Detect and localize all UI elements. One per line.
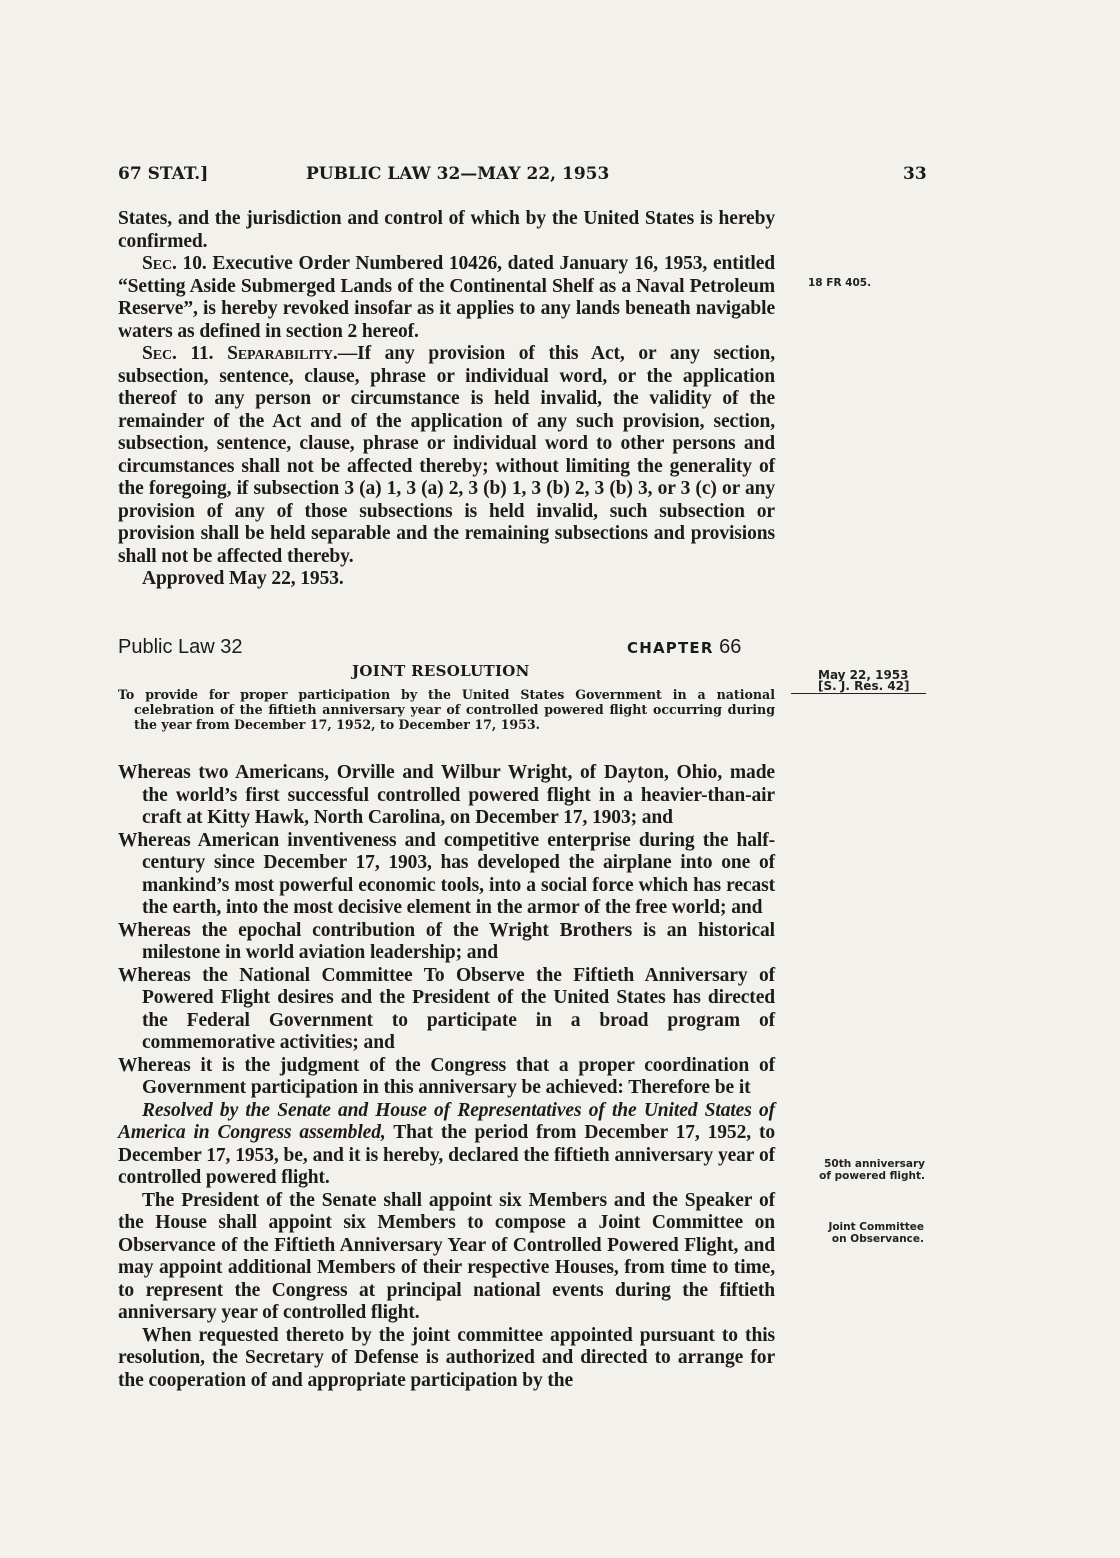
section-11-heading: Separability.: [227, 343, 338, 364]
margin-note-committee: [788, 1221, 924, 1245]
whereas-clause: Whereas the National Committee To Observe the Fiftieth Anniversary of Powered Flight desires and the President of the United States has directed the Federal Government to participate in a broad program of commemorative activities; and: [118, 964, 775, 1053]
joint-committee-paragraph: The President of the Senate shall appoint six Members and the Speaker of the House shall appoint six Members to compose a Joint Committee on Observance of the Fiftieth Anniversary Year of Controlled Powered Flight, and may appoint additional Members of their respective Houses, from time to time, to represent the Congress at principal national events during the fiftieth anniversary year of controlled flight.: [118, 1189, 775, 1323]
running-title: PUBLIC LAW 32—MAY 22, 1953: [306, 164, 610, 184]
whereas-clause: Whereas it is the judgment of the Congress that a proper coordination of Government participation in this anniversary be achieved: Therefore be it: [118, 1054, 775, 1098]
secretary-defense-paragraph: When requested thereto by the joint committee appointed pursuant to this resolution, the Secretary of Defense is authorized and directed to arrange for the cooperation of and appropriate participation by the: [118, 1324, 775, 1391]
margin-note-date: May 22, 1953: [818, 668, 909, 682]
margin-note-committee-line2: on Observance.: [831, 1233, 924, 1245]
whereas-clause: Whereas two Americans, Orville and Wilbur Wright, of Dayton, Ohio, made the world’s first successful controlled powered flight in a heavier-than-air craft at Kitty Hawk, North Carolina, on December 17, 1903; and: [118, 762, 775, 828]
margin-note-resolution: [S. J. Res. 42]: [818, 679, 910, 693]
purpose-text: To provide for proper participation by the United States Government in a national celebration of the fiftieth anniversary year of controlled powered flight occurring during the year from December 17, 1952, to December 17, 1953.: [118, 687, 775, 732]
section-11: [118, 343, 775, 568]
section-10-label: Sec. 10.: [142, 253, 207, 274]
approval-line: Approved May 22, 1953.: [142, 568, 344, 589]
margin-note-anniversary-line2: of powered flight.: [819, 1170, 925, 1182]
previous-law-text: [118, 208, 775, 591]
margin-note-anniversary: [805, 1158, 925, 1182]
section-10: [118, 253, 775, 343]
margin-note-fr-citation: 18 FR 405.: [808, 277, 872, 289]
margin-note-committee-line1: Joint Committee: [828, 1221, 924, 1233]
resolving-clause: [118, 1100, 775, 1190]
whereas-clause: Whereas American inventiveness and competitive enterprise during the half-century since December 17, 1903, has developed the airplane into one of mankind’s most powerful economic tools, into a social force which has recast the earth, into the most decisive element in the armor of the free world; and: [118, 829, 775, 918]
chapter-number: 66: [719, 636, 742, 658]
section-10-text: Executive Order Numbered 10426, dated January 16, 1953, entitled “Setting Aside Submerged Lands of the Continental Shelf as a Naval Petroleum Reserve”, is hereby revoked insofar as it applies to any lands beneath navigable waters as defined in section 2 hereof.: [118, 253, 775, 342]
continuation-paragraph: States, and the jurisdiction and control of which by the United States is hereby confirmed.: [118, 208, 775, 252]
resolving-text: That the period from December 17, 1952, to December 17, 1953, be, and it is hereby, declared the fiftieth anniversary year of controlled powered flight.: [118, 1122, 775, 1188]
margin-note-anniversary-line1: 50th anniversary: [824, 1158, 925, 1170]
joint-resolution-title: JOINT RESOLUTION: [352, 662, 530, 680]
section-11-label: Sec. 11.: [142, 343, 214, 364]
resolving-formula: Resolved by the Senate and House of Representatives of the United States of America in Congress assembled,: [118, 1099, 775, 1143]
resolution-purpose: [118, 687, 775, 732]
whereas-clause: Whereas the epochal contribution of the Wright Brothers is an historical milestone in world aviation leadership; and: [118, 919, 775, 963]
public-law-number: Public Law 32: [118, 636, 243, 658]
section-11-text: —If any provision of this Act, or any section, subsection, sentence, clause, phrase or individual word, or the application thereof to any person or circumstance is held invalid, the validity of the remainder of the Act and of the application of any such provision, section, subsection, sentence, clause, phrase or individual word to other persons and circumstances shall not be affected thereby; without limiting the generality of the foregoing, if subsection 3 (a) 1, 3 (a) 2, 3 (b) 1, 3 (b) 2, 3 (b) 3, or 3 (c) or any provision of any of those subsections is held invalid, such subsection or provision shall be held separable and the remaining subsections and provisions shall not be affected thereby.: [118, 343, 775, 567]
chapter-label: CHAPTER: [627, 639, 714, 657]
volume-reference: 67 STAT.]: [118, 164, 209, 184]
chapter-heading: [627, 636, 741, 659]
page-number: 33: [903, 164, 927, 184]
resolution-body: [118, 762, 775, 1392]
margin-rule: [791, 693, 926, 694]
